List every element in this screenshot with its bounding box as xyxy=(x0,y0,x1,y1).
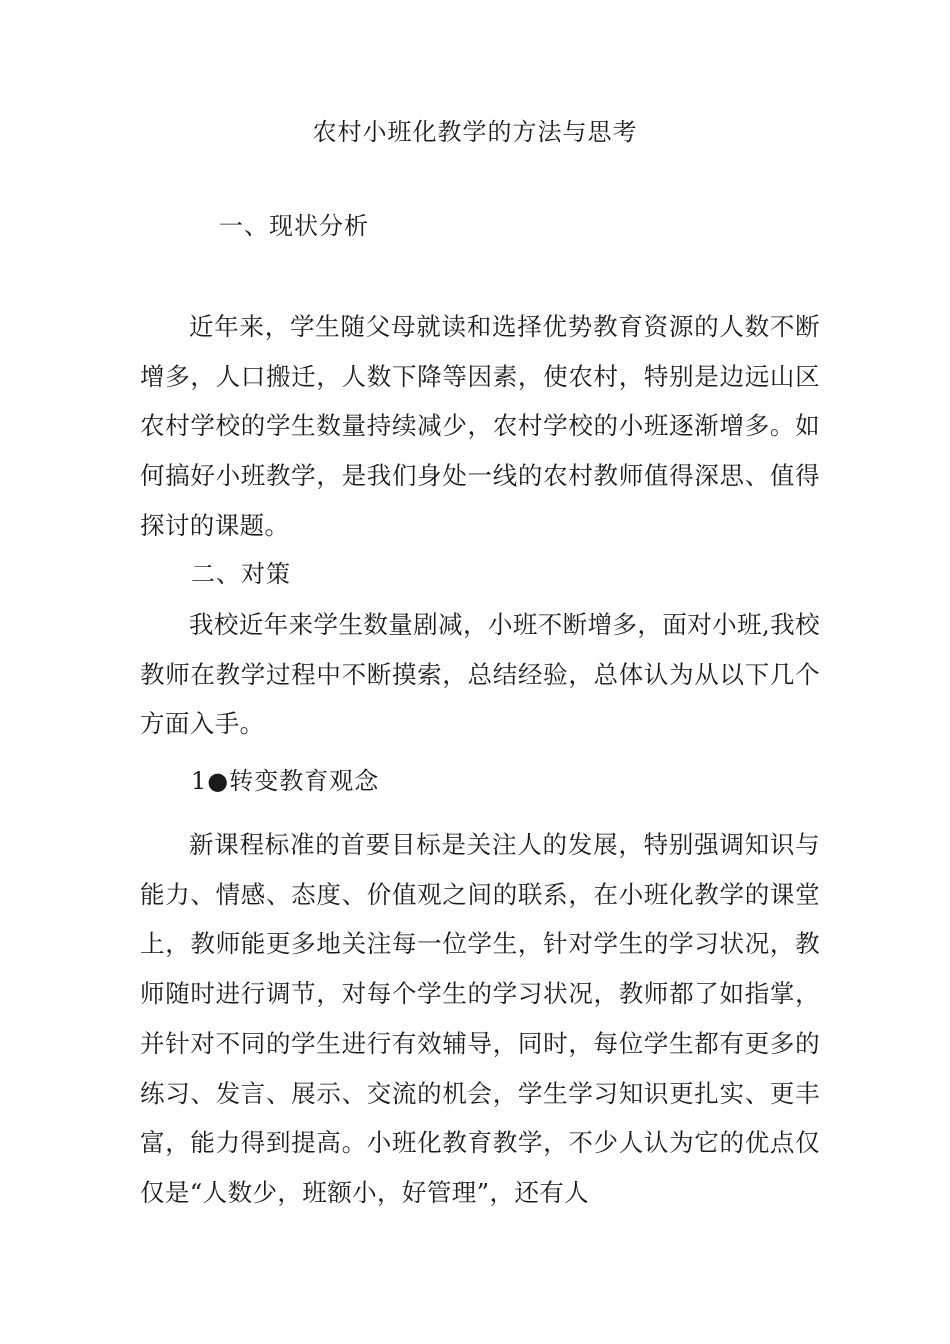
subsection-heading-change-concept: 1●转变教育观念 xyxy=(191,767,380,795)
section-heading-status-analysis: 一、现状分析 xyxy=(219,212,369,240)
section-heading-countermeasures: 二、对策 xyxy=(191,560,291,588)
paragraph-countermeasures: 我校近年来学生数量剧减，小班不断增多，面对小班,我校教师在教学过程中不断摸索，总结经验，总体认为从以下几个方面入手。 xyxy=(140,610,820,739)
paragraph-status: 近年来，学生随父母就读和选择优势教育资源的人数不断增多，人口搬迁，人数下降等因素，使农村，特别是边远山区农村学校的学生数量持续减少，农村学校的小班逐渐增多。如何搞好小班教学，是我们身处一线的农村教师值得深思、值得探讨的课题。 xyxy=(140,312,820,540)
paragraph-change-concept: 新课程标准的首要目标是关注人的发展，特别强调知识与能力、情感、态度、价值观之间的联系，在小班化教学的课堂上，教师能更多地关注每一位学生，针对学生的学习状况，教师随时进行调节，对每个学生的学习状况，教师都了如指掌，并针对不同的学生进行有效辅导，同时，每位学生都有更多的练习、发言、展示、交流的机会，学生学习知识更扎实、更丰富，能力得到提高。小班化教育教学，不少人认为它的优点仅仅是“人数少，班额小，好管理”，还有人 xyxy=(140,830,820,1207)
document-title: 农村小班化教学的方法与思考 xyxy=(312,118,638,146)
